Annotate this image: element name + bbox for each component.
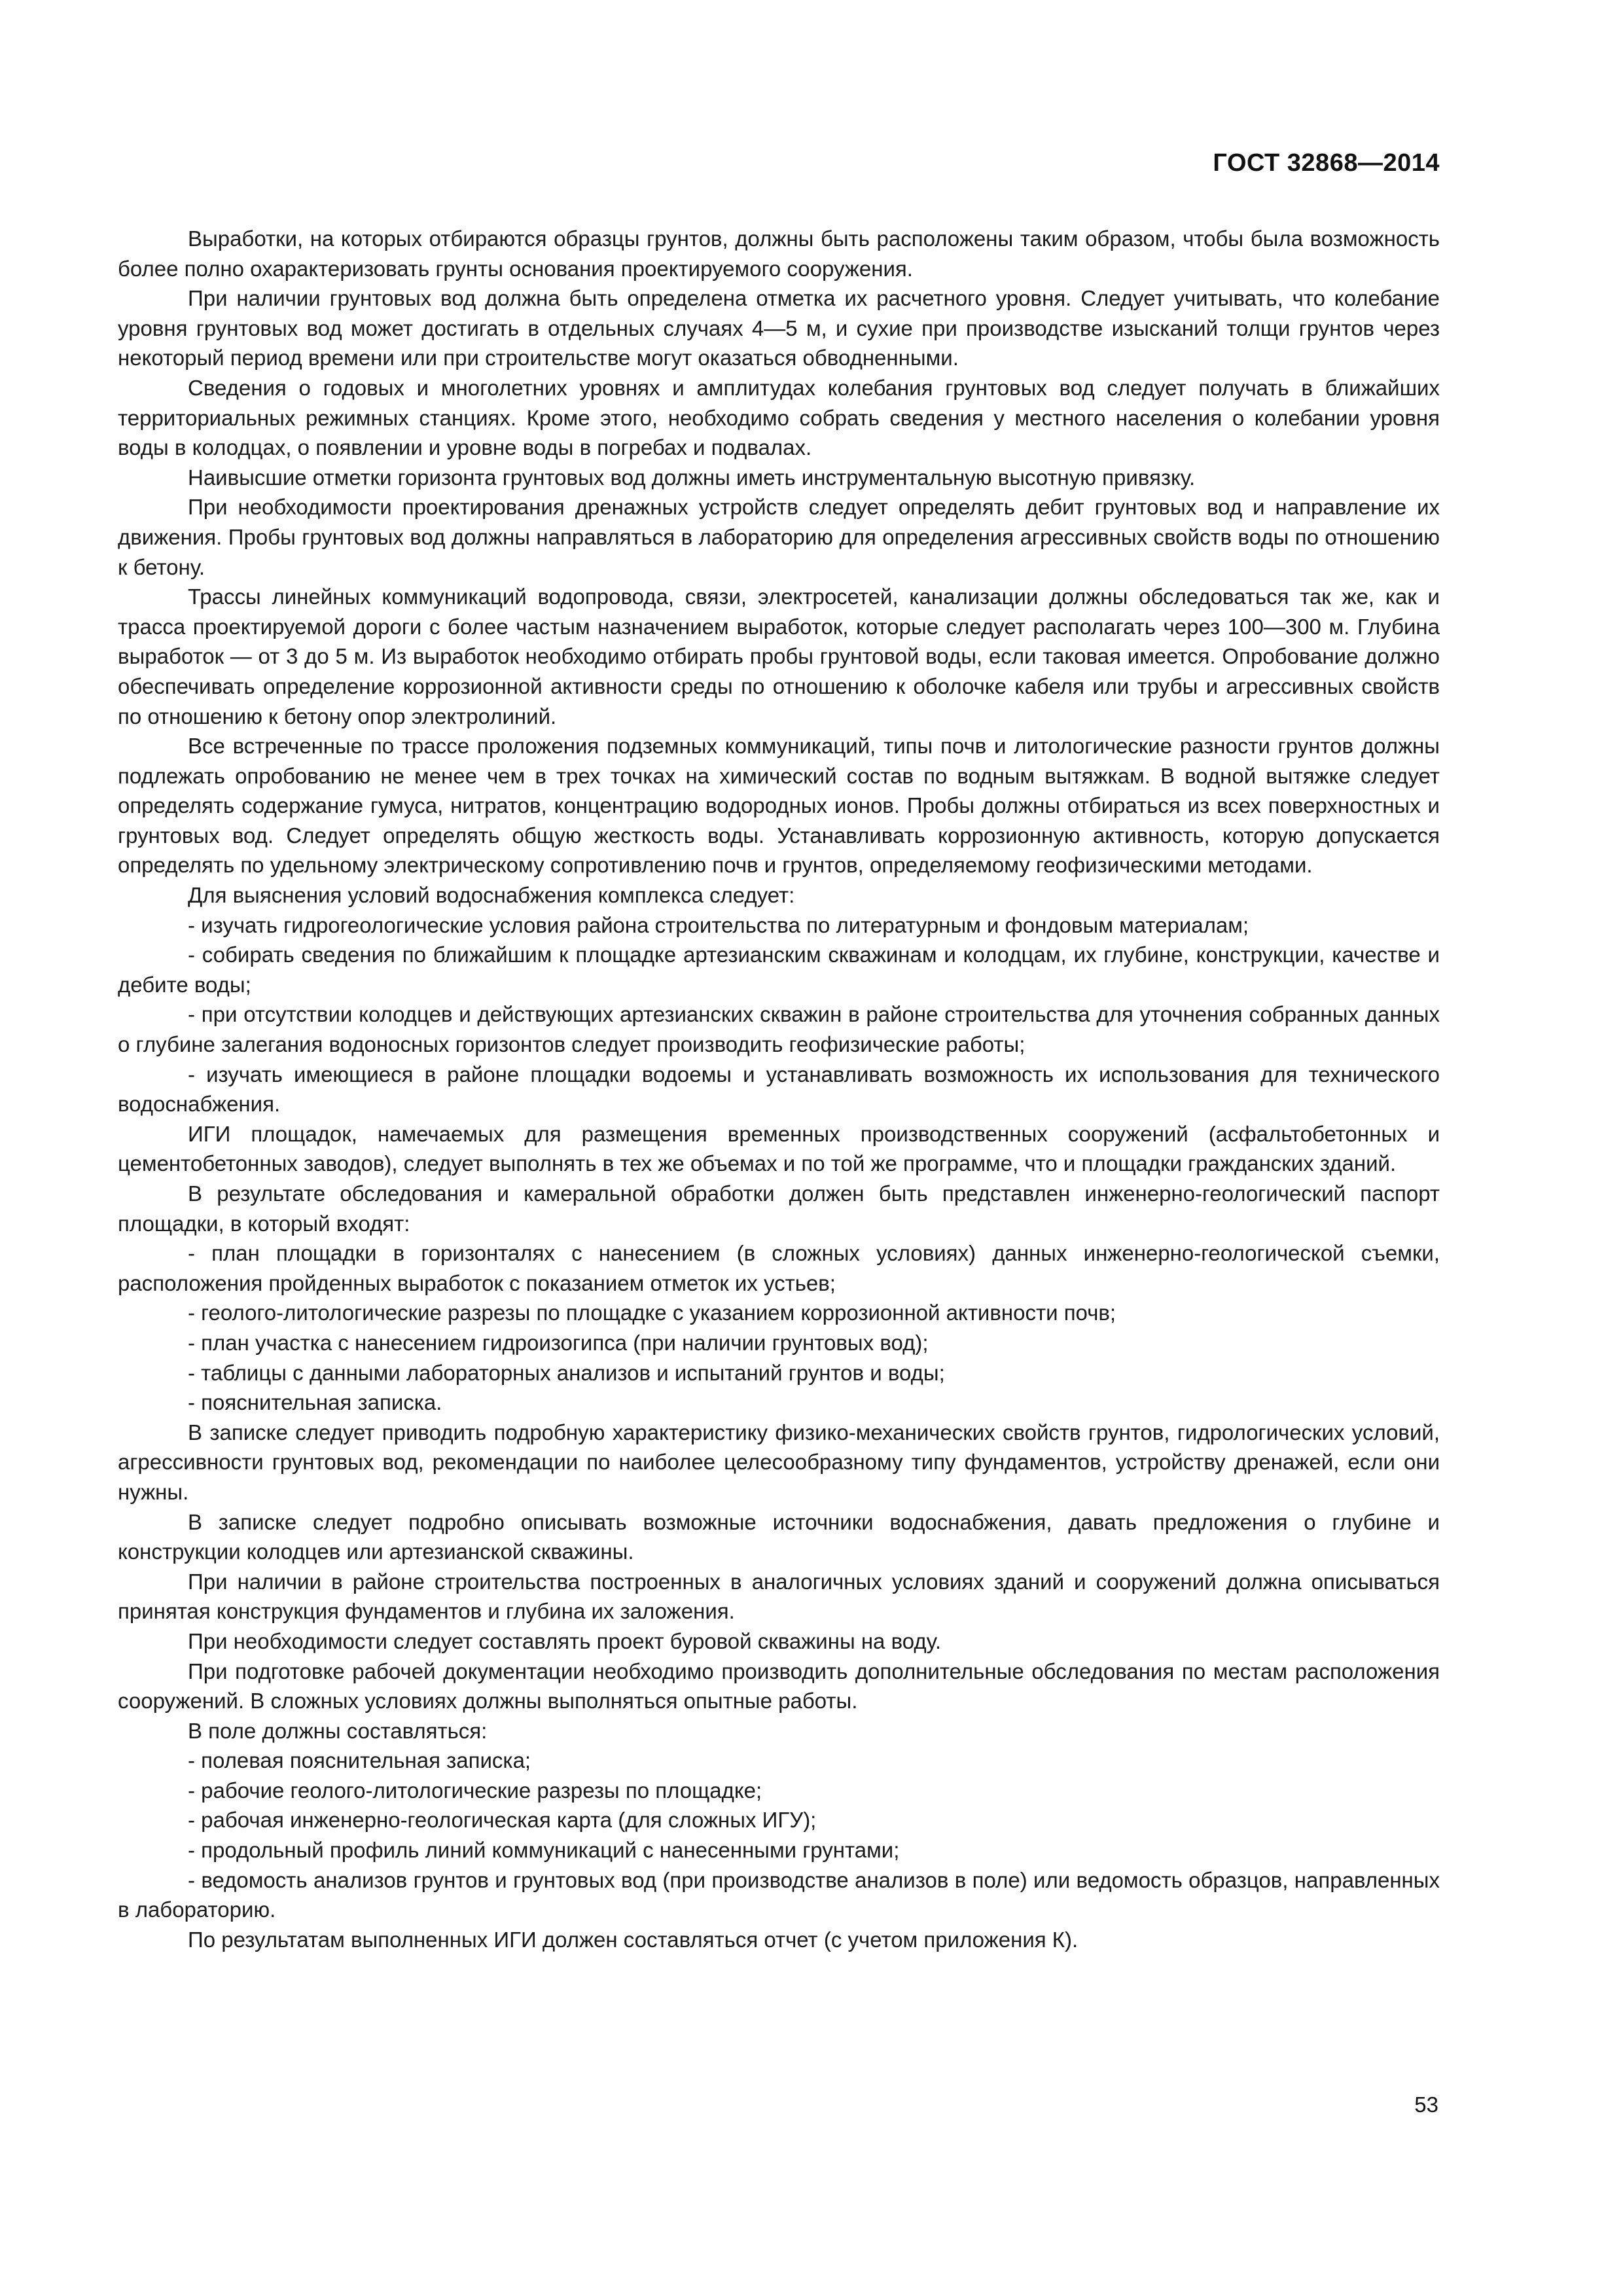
list-item: - изучать имеющиеся в районе площадки водоемы и устанавливать возможность их использования для технического водоснабжения. bbox=[118, 1062, 1440, 1117]
list-item: - собирать сведения по ближайшим к площадке артезианским скважинам и колодцам, их глубине, конструкции, качестве и дебите воды; bbox=[118, 942, 1440, 997]
page-number: 53 bbox=[1414, 2092, 1438, 2117]
paragraph: При наличии грунтовых вод должна быть определена отметка их расчетного уровня. Следует учитывать, что колебание уровня грунтовых вод может достигать в отдельных случаях 4—5 м, и сухие при производстве изысканий толщи грунтов через некоторый период времени или при строительстве могут оказаться обводненными. bbox=[118, 286, 1440, 370]
paragraph: При подготовке рабочей документации необходимо производить дополнительные обследования по местам расположения сооружений. В сложных условиях должны выполняться опытные работы. bbox=[118, 1659, 1440, 1713]
list-item: - рабочие геолого-литологические разрезы по площадке; bbox=[188, 1778, 762, 1803]
list-item: - геолого-литологические разрезы по площадке с указанием коррозионной активности почв; bbox=[188, 1300, 1116, 1325]
list-item: - рабочая инженерно-геологическая карта (для сложных ИГУ); bbox=[188, 1808, 817, 1833]
paragraph: Для выяснения условий водоснабжения комплекса следует: bbox=[188, 883, 795, 908]
list-item: - изучать гидрогеологические условия района строительства по литературным и фондовым материалам; bbox=[188, 912, 1249, 937]
list-item: - продольный профиль линий коммуникаций с нанесенными грунтами; bbox=[188, 1838, 900, 1863]
list-item: - полевая пояснительная записка; bbox=[188, 1748, 531, 1773]
paragraph: В записке следует приводить подробную характеристику физико-механических свойств грунтов, гидрологических условий, агрессивности грунтовых вод, рекомендации по наиболее целесообразному типу фундаментов, устройству дренажей, если они нужны. bbox=[118, 1420, 1440, 1504]
paragraph: В записке следует подробно описывать возможные источники водоснабжения, давать предложения о глубине и конструкции колодцев или артезианской скважины. bbox=[118, 1509, 1440, 1564]
document-body bbox=[118, 224, 1440, 1954]
list-item: - ведомость анализов грунтов и грунтовых вод (при производстве анализов в поле) или ведомость образцов, направленных в лабораторию. bbox=[118, 1867, 1440, 1922]
list-item: - при отсутствии колодцев и действующих артезианских скважин в районе строительства для уточнения собранных данных о глубине залегания водоносных горизонтов следует производить геофизические работы; bbox=[118, 1002, 1440, 1057]
paragraph: Все встреченные по трассе проложения подземных коммуникаций, типы почв и литологические разности грунтов должны подлежать опробованию не менее чем в трех точках на химический состав по водным вытяжкам. В водной вытяжке следует определять содержание гумуса, нитратов, концентрацию водородных ионов. Пробы должны отбираться из всех поверхностных и грунтовых вод. Следует определять общую жесткость воды. Устанавливать коррозионную активность, которую допускается определять по удельному электрическому сопротивлению почв и грунтов, определяемому геофизическими методами. bbox=[118, 734, 1440, 878]
document-standard-header: ГОСТ 32868—2014 bbox=[1213, 149, 1440, 177]
paragraph: При необходимости проектирования дренажных устройств следует определять дебит грунтовых вод и направление их движения. Пробы грунтовых вод должны направляться в лабораторию для определения агрессивных свойств воды по отношению к бетону. bbox=[118, 495, 1440, 579]
list-item: - план участка с нанесением гидроизогипса (при наличии грунтовых вод); bbox=[188, 1330, 929, 1355]
paragraph: Наивысшие отметки горизонта грунтовых вод должны иметь инструментальную высотную привязку. bbox=[188, 465, 1196, 490]
list-item: - пояснительная записка. bbox=[188, 1390, 442, 1415]
paragraph: Трассы линейных коммуникаций водопровода, связи, электросетей, канализации должны обследоваться так же, как и трасса проектируемой дороги с более частым назначением выработок, которые следует располагать через 100—300 м. Глубина выработок — от 3 до 5 м. Из выработок необходимо отбирать пробы грунтовой воды, если таковая имеется. Опробование должно обеспечивать определение коррозионной активности среды по отношению к оболочке кабеля или трубы и агрессивных свойств по отношению к бетону опор электролиний. bbox=[118, 584, 1440, 728]
paragraph: При необходимости следует составлять проект буровой скважины на воду. bbox=[188, 1628, 941, 1653]
paragraph: Сведения о годовых и многолетних уровнях и амплитудах колебания грунтовых вод следует получать в ближайших территориальных режимных станциях. Кроме этого, необходимо собрать сведения у местного населения о колебании уровня воды в колодцах, о появлении и уровне воды в погребах и подвалах. bbox=[118, 375, 1440, 460]
paragraph: При наличии в районе строительства построенных в аналогичных условиях зданий и сооружений должна описываться принятая конструкция фундаментов и глубина их заложения. bbox=[118, 1569, 1440, 1624]
paragraph: Выработки, на которых отбираются образцы грунтов, должны быть расположены таким образом, чтобы была возможность более полно охарактеризовать грунты основания проектируемого сооружения. bbox=[118, 226, 1440, 281]
paragraph: ИГИ площадок, намечаемых для размещения временных производственных сооружений (асфальтобетонных и цементобетонных заводов), следует выполнять в тех же объемах и по той же программе, что и площадки гражданских зданий. bbox=[118, 1121, 1440, 1176]
paragraph: В поле должны составляться: bbox=[188, 1718, 488, 1743]
list-item: - план площадки в горизонталях с нанесением (в сложных условиях) данных инженерно-геологической съемки, расположения пройденных выработок с показанием отметок их устьев; bbox=[118, 1241, 1440, 1295]
paragraph: По результатам выполненных ИГИ должен составляться отчет (с учетом приложения К). bbox=[188, 1927, 1079, 1952]
paragraph: В результате обследования и камеральной обработки должен быть представлен инженерно-геологический паспорт площадки, в который входят: bbox=[118, 1181, 1440, 1236]
list-item: - таблицы с данными лабораторных анализов и испытаний грунтов и воды; bbox=[188, 1360, 945, 1385]
